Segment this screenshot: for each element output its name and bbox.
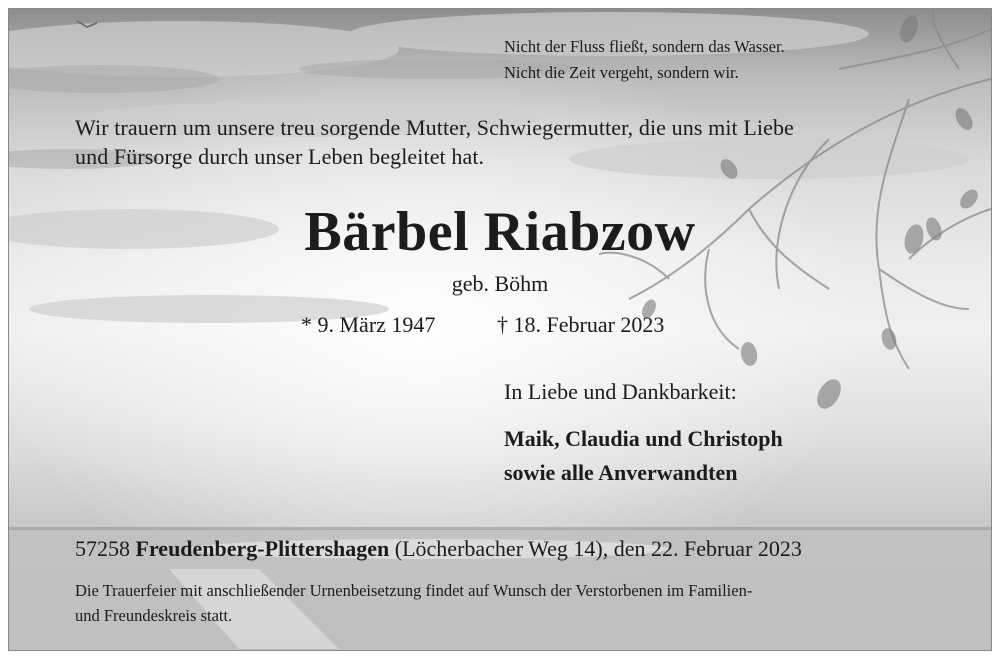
death-date: † 18. Februar 2023	[497, 312, 665, 337]
maiden-name: geb. Böhm	[451, 271, 549, 296]
postcode: 57258	[75, 536, 130, 561]
motto-line-2: Nicht die Zeit vergeht, sondern wir.	[504, 63, 739, 82]
birth-date: * 9. März 1947	[301, 312, 436, 337]
address-line	[75, 536, 802, 562]
obituary-card	[8, 8, 992, 651]
town: Freudenberg-Plittershagen	[135, 536, 390, 561]
deceased-name: Bärbel Riabzow	[304, 201, 696, 263]
mourners-names: Maik, Claudia und Christoph	[504, 426, 783, 451]
funeral-note-line-1: Die Trauerfeier mit anschließender Urnenbeisetzung findet auf Wunsch der Verstorbenen im Familien-	[75, 581, 753, 600]
intro-line-2: und Fürsorge durch unser Leben begleitet hat.	[75, 144, 485, 169]
funeral-note-line-2: und Freundeskreis statt.	[75, 606, 233, 625]
street-and-date: (Löcherbacher Weg 14), den 22. Februar 2023	[394, 536, 802, 561]
intro-line-1: Wir trauern um unsere treu sorgende Mutter, Schwiegermutter, die uns mit Liebe	[75, 115, 794, 140]
mourners-heading: In Liebe und Dankbarkeit:	[504, 379, 737, 404]
mourners-relatives: sowie alle Anverwandten	[504, 460, 738, 485]
motto-line-1: Nicht der Fluss fließt, sondern das Wasser.	[504, 37, 785, 56]
